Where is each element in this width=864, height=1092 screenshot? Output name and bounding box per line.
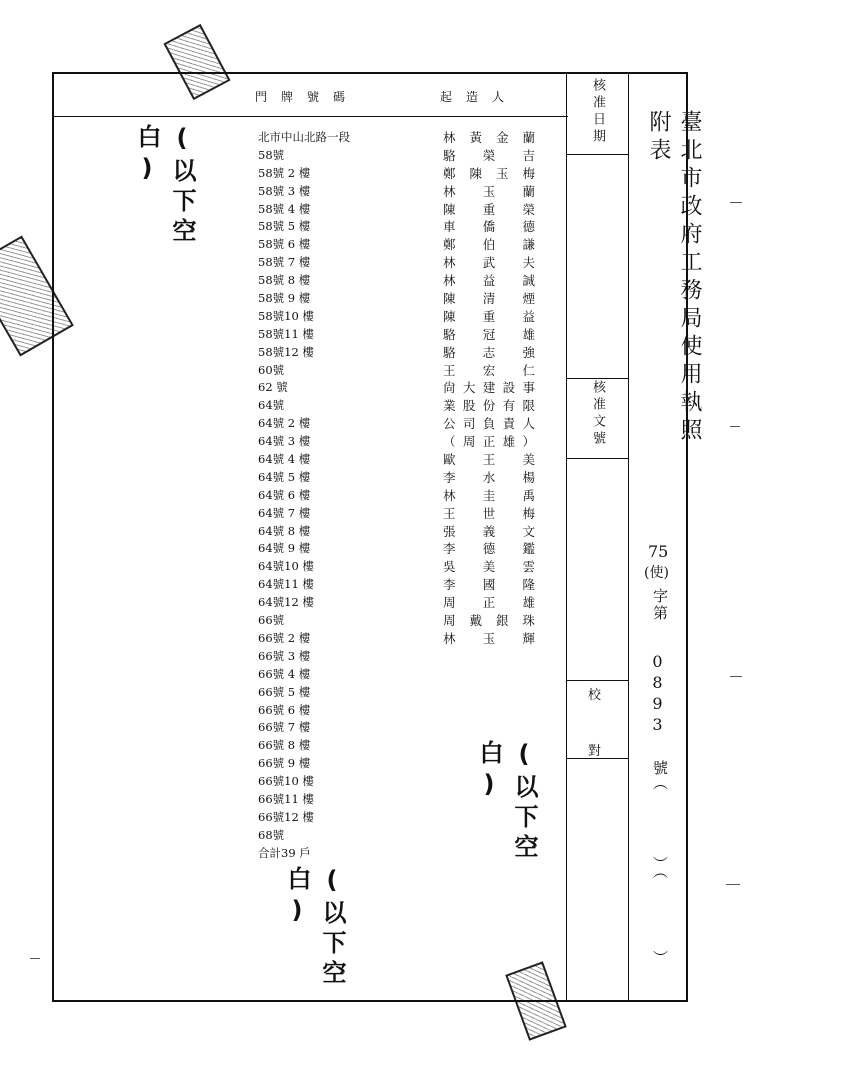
address-row: 北市中山北路一段 bbox=[258, 130, 350, 144]
address-row: 66號 3 樓 bbox=[258, 648, 311, 663]
address-row: 66號 6 樓 bbox=[258, 702, 311, 717]
header-divider bbox=[52, 116, 568, 117]
applicant-row: 歐 王 美 bbox=[443, 452, 535, 468]
applicant-row: 張 義 文 bbox=[443, 523, 535, 539]
applicant-row: 周 正 雄 bbox=[443, 595, 535, 611]
approval-date-label: 核准日期 bbox=[590, 78, 605, 146]
side-column-divider-1 bbox=[566, 72, 567, 1002]
permit-hao: 號（ bbox=[651, 760, 669, 790]
address-row: 64號12 樓 bbox=[258, 595, 314, 610]
applicant-row: 駱 志 強 bbox=[443, 344, 535, 360]
address-row: 58號 2 樓 bbox=[258, 165, 311, 180]
address-row: 66號 2 樓 bbox=[258, 630, 311, 645]
address-list bbox=[258, 129, 350, 863]
applicant-row: 李 德 鑑 bbox=[443, 541, 535, 557]
applicant-row: 林 武 夫 bbox=[443, 255, 535, 271]
permit-paren-1: ）（ bbox=[651, 856, 669, 879]
permit-year: 75 bbox=[648, 542, 669, 561]
address-row: 64號 bbox=[258, 398, 285, 413]
side-box-divider bbox=[566, 680, 628, 681]
scan-mark bbox=[730, 426, 740, 427]
address-row: 58號 7 樓 bbox=[258, 255, 311, 270]
address-row: 64號10 樓 bbox=[258, 559, 314, 574]
applicant-row: 駱 榮 吉 bbox=[443, 147, 535, 163]
proofread-label-2: 對 bbox=[588, 744, 606, 759]
address-row: 66號12 樓 bbox=[258, 809, 314, 824]
address-row: 60號 bbox=[258, 362, 285, 377]
address-row: 66號 7 樓 bbox=[258, 720, 311, 735]
approval-doc-label: 核准文號 bbox=[590, 380, 605, 448]
address-row: 64號 8 樓 bbox=[258, 523, 311, 538]
address-row: 66號 5 樓 bbox=[258, 684, 311, 699]
permit-category: (使) bbox=[644, 565, 669, 581]
applicant-row: 林 玉 輝 bbox=[443, 630, 535, 646]
address-row: 58號 bbox=[258, 147, 285, 162]
applicant-row: 公 司 負 責 人 bbox=[443, 416, 535, 432]
applicant-row: 林 黃 金 蘭 bbox=[443, 130, 535, 145]
applicant-row: 王 世 梅 bbox=[443, 505, 535, 521]
address-row: 58號12 樓 bbox=[258, 344, 314, 359]
proofread-label-1: 校 bbox=[588, 688, 606, 703]
applicant-row: 陳 清 煙 bbox=[443, 291, 535, 307]
scan-mark bbox=[30, 958, 40, 959]
side-box-divider bbox=[566, 378, 628, 379]
address-row: 58號 4 樓 bbox=[258, 201, 311, 216]
address-row: 66號 4 樓 bbox=[258, 666, 311, 681]
address-row: 64號 9 樓 bbox=[258, 541, 311, 556]
applicant-row: 陳 重 益 bbox=[443, 308, 535, 324]
applicant-column-header: 起 造 人 bbox=[440, 90, 506, 104]
address-row: 58號 8 樓 bbox=[258, 273, 311, 288]
permit-number: 0893 bbox=[648, 652, 667, 736]
address-row: 64號11 樓 bbox=[258, 577, 314, 592]
applicant-row: 駱 冠 雄 bbox=[443, 326, 535, 342]
scan-mark bbox=[730, 676, 742, 677]
blank-below-mark-address: (以下空白) bbox=[283, 866, 346, 990]
applicant-row: 鄭 伯 謙 bbox=[443, 237, 535, 253]
address-column-header: 門 牌 號 碼 bbox=[255, 90, 347, 104]
address-row: 58號 5 樓 bbox=[258, 219, 311, 234]
scan-mark bbox=[730, 202, 742, 203]
address-row: 64號 4 樓 bbox=[258, 452, 311, 467]
address-row: 64號 2 樓 bbox=[258, 416, 311, 431]
applicant-row: 林 益 誠 bbox=[443, 273, 535, 289]
applicant-row: 車 僑 德 bbox=[443, 219, 535, 235]
address-row: 62 號 bbox=[258, 380, 288, 395]
side-box-divider bbox=[566, 154, 628, 155]
address-row: 58號11 樓 bbox=[258, 326, 314, 341]
address-row: 66號 9 樓 bbox=[258, 756, 311, 771]
applicant-list bbox=[443, 129, 535, 648]
applicant-row: 林 圭 禹 bbox=[443, 487, 535, 503]
address-row: 64號 5 樓 bbox=[258, 469, 311, 484]
applicant-row: 陳 重 榮 bbox=[443, 201, 535, 217]
address-row: 58號 6 樓 bbox=[258, 237, 311, 252]
applicant-row: 王 宏 仁 bbox=[443, 362, 535, 378]
address-row: 58號10 樓 bbox=[258, 308, 314, 323]
applicant-row: 林 玉 蘭 bbox=[443, 183, 535, 199]
address-row: 58號 9 樓 bbox=[258, 291, 311, 306]
applicant-row: 吳 美 雲 bbox=[443, 559, 535, 575]
address-row: 58號 3 樓 bbox=[258, 183, 311, 198]
applicant-row: （ 周 正 雄 ） bbox=[443, 434, 535, 450]
address-row: 66號11 樓 bbox=[258, 791, 314, 806]
side-box-divider bbox=[566, 458, 628, 459]
form-title: 臺北市政府工務局使用執照附表 bbox=[646, 110, 702, 446]
applicant-row: 李 國 隆 bbox=[443, 577, 535, 593]
permit-paren-2: ） bbox=[651, 950, 669, 965]
address-row: 66號 8 樓 bbox=[258, 738, 311, 753]
applicant-row: 鄭 陳 玉 梅 bbox=[443, 165, 535, 181]
address-row: 64號 6 樓 bbox=[258, 487, 311, 502]
address-row: 64號 3 樓 bbox=[258, 434, 311, 449]
address-total: 合計39 戶 bbox=[258, 845, 311, 860]
applicant-row: 周 戴 銀 珠 bbox=[443, 613, 535, 629]
applicant-row: 李 水 楊 bbox=[443, 469, 535, 485]
applicant-row: 尙 大 建 設 事 bbox=[443, 380, 535, 396]
blank-below-mark-applicant: (以下空白) bbox=[475, 740, 538, 864]
scan-mark bbox=[726, 884, 740, 885]
address-row: 68號 bbox=[258, 827, 285, 842]
permit-zi-di: 字第 bbox=[651, 588, 669, 622]
address-row: 66號 bbox=[258, 613, 285, 628]
applicant-row: 業 股 份 有 限 bbox=[443, 398, 535, 414]
address-row: 66號10 樓 bbox=[258, 774, 314, 789]
address-row: 64號 7 樓 bbox=[258, 505, 311, 520]
blank-below-mark-left: (以下空白) bbox=[133, 124, 196, 248]
side-column-divider-2 bbox=[628, 72, 629, 1002]
